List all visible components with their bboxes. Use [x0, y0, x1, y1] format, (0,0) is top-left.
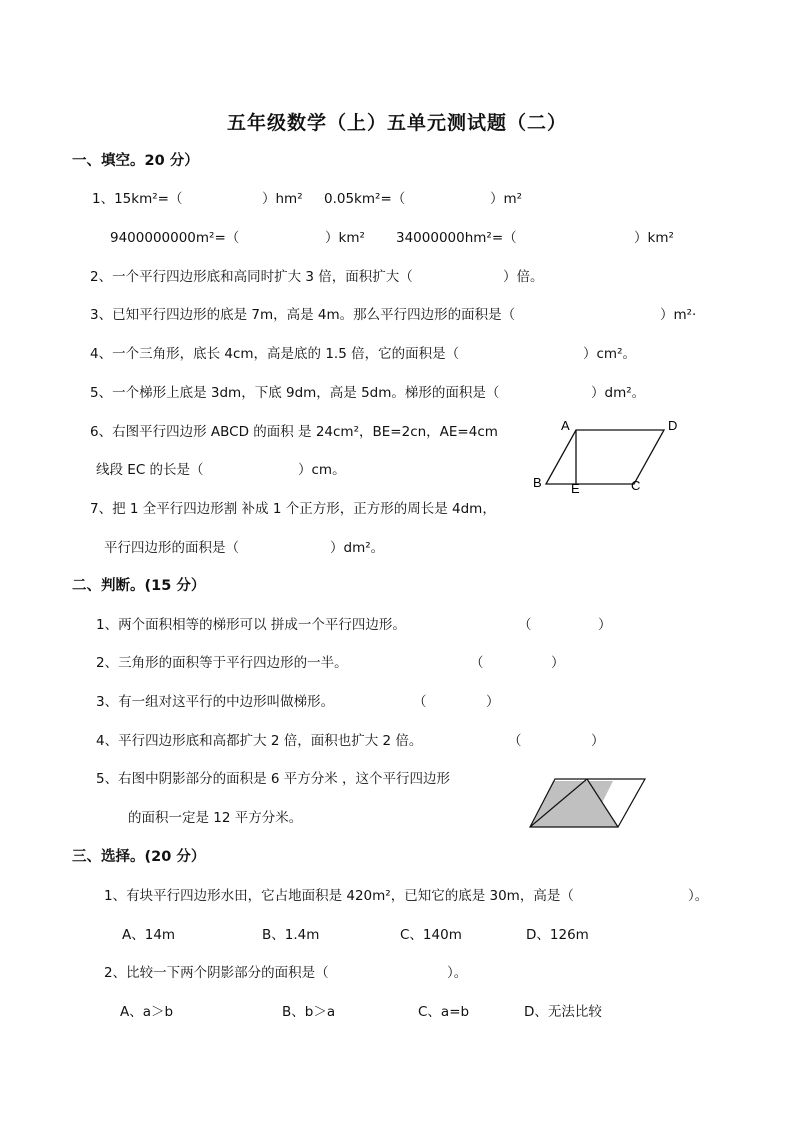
- q2-5-text: 5、右图中阴影部分的面积是 6 平方分米 ，这个平行四边形: [96, 771, 451, 787]
- q1-1d-suffix: ）km²: [634, 230, 674, 246]
- q1-2-prefix: 2、一个平行四边形底和高同时扩大 3 倍，面积扩大（: [90, 269, 413, 285]
- q2-2-close: ）: [551, 655, 565, 671]
- q3-1-option-a: A、14m: [122, 927, 176, 943]
- q1-1-prefix: 1、15km²=（: [92, 191, 183, 207]
- q3-1-option-d: D、126m: [526, 927, 589, 943]
- q3-2-option-c: C、a=b: [418, 1004, 470, 1020]
- q1-1b-suffix: ）m²: [490, 191, 523, 207]
- q1-3-prefix: 3、已知平行四边形的底是 7m，高是 4m。那么平行四边形的面积是（: [90, 307, 516, 323]
- q3-2-option-d: D、无法比较: [524, 1004, 602, 1020]
- q1-7b-suffix: ）dm²。: [330, 540, 385, 556]
- q1-3-suffix: ）m²·: [660, 307, 697, 323]
- q2-1-text: 1、两个面积相等的梯形可以 拼成一个平行四边形。: [96, 617, 406, 633]
- q3-1-suffix: ）。: [688, 888, 709, 904]
- q1-1c-prefix: 9400000000m²=（: [110, 230, 240, 246]
- q1-1c-suffix: ）km²: [325, 230, 365, 246]
- label-e: E: [571, 481, 580, 496]
- parallelogram-shape: [546, 430, 664, 484]
- label-b: B: [533, 475, 542, 490]
- label-a: A: [561, 418, 570, 433]
- q1-4-suffix: ）cm²。: [583, 346, 636, 362]
- q1-6-text: 6、右图平行四边形 ABCD 的面积 是 24cm²，BE=2cn，AE=4cm: [90, 424, 498, 440]
- section-heading-multiple-choice: 三、选择。(20 分）: [72, 849, 206, 865]
- q1-6b-prefix: 线段 EC 的长是（: [96, 462, 204, 478]
- q2-3-close: ）: [486, 694, 500, 710]
- page-title: 五年级数学（上）五单元测试题（二）: [226, 112, 567, 134]
- q3-1-option-c: C、140m: [400, 927, 462, 943]
- q2-3-open: （: [413, 694, 427, 710]
- q2-4-text: 4、平行四边形底和高都扩大 2 倍，面积也扩大 2 倍。: [96, 733, 423, 749]
- parallelogram-abcd-figure: [528, 414, 688, 496]
- q2-2-text: 2、三角形的面积等于平行四边形的一半。: [96, 655, 348, 671]
- q2-3-text: 3、有一组对这平行的中边形叫做梯形。: [96, 694, 335, 710]
- q1-1d-prefix: 34000000hm²=（: [396, 230, 517, 246]
- q2-2-open: （: [470, 655, 484, 671]
- label-c: C: [631, 478, 641, 493]
- q3-2-suffix: ）。: [447, 965, 468, 981]
- q1-5-suffix: ）dm²。: [591, 385, 646, 401]
- q2-4-close: ）: [591, 733, 605, 749]
- q1-1-suffix: ）hm²: [262, 191, 303, 207]
- q3-1-option-b: B、1.4m: [262, 927, 320, 943]
- section-heading-true-false: 二、判断。(15 分）: [72, 578, 206, 594]
- q1-2-suffix: ）倍。: [503, 269, 544, 285]
- shaded-parallelogram-figure: [525, 775, 650, 831]
- q2-1-open: （: [518, 617, 532, 633]
- q1-7-text: 7、把 1 全平行四边形割 补成 1 个正方形，正方形的周长是 4dm，: [90, 501, 496, 517]
- q1-7b-prefix: 平行四边形的面积是（: [104, 540, 239, 556]
- q2-5b-text: 的面积一定是 12 平方分米。: [128, 810, 303, 826]
- q1-4-prefix: 4、一个三角形，底长 4cm，高是底的 1.5 倍，它的面积是（: [90, 346, 460, 362]
- q2-1-close: ）: [598, 617, 612, 633]
- q1-6b-suffix: ）cm。: [298, 462, 346, 478]
- q3-2-prefix: 2、比较一下两个阴影部分的面积是（: [104, 965, 329, 981]
- q3-1-prefix: 1、有块平行四边形水田，它占地面积是 420m²，已知它的底是 30m，高是（: [104, 888, 574, 904]
- section-heading-fill-in: 一、填空。20 分）: [72, 153, 199, 169]
- label-d: D: [668, 418, 678, 433]
- q3-2-option-b: B、b＞a: [282, 1004, 336, 1020]
- q1-5-prefix: 5、一个梯形上底是 3dm，下底 9dm，高是 5dm。梯形的面积是（: [90, 385, 500, 401]
- q2-4-open: （: [508, 733, 522, 749]
- q1-1b-prefix: 0.05km²=（: [324, 191, 406, 207]
- q3-2-option-a: A、a＞b: [120, 1004, 174, 1020]
